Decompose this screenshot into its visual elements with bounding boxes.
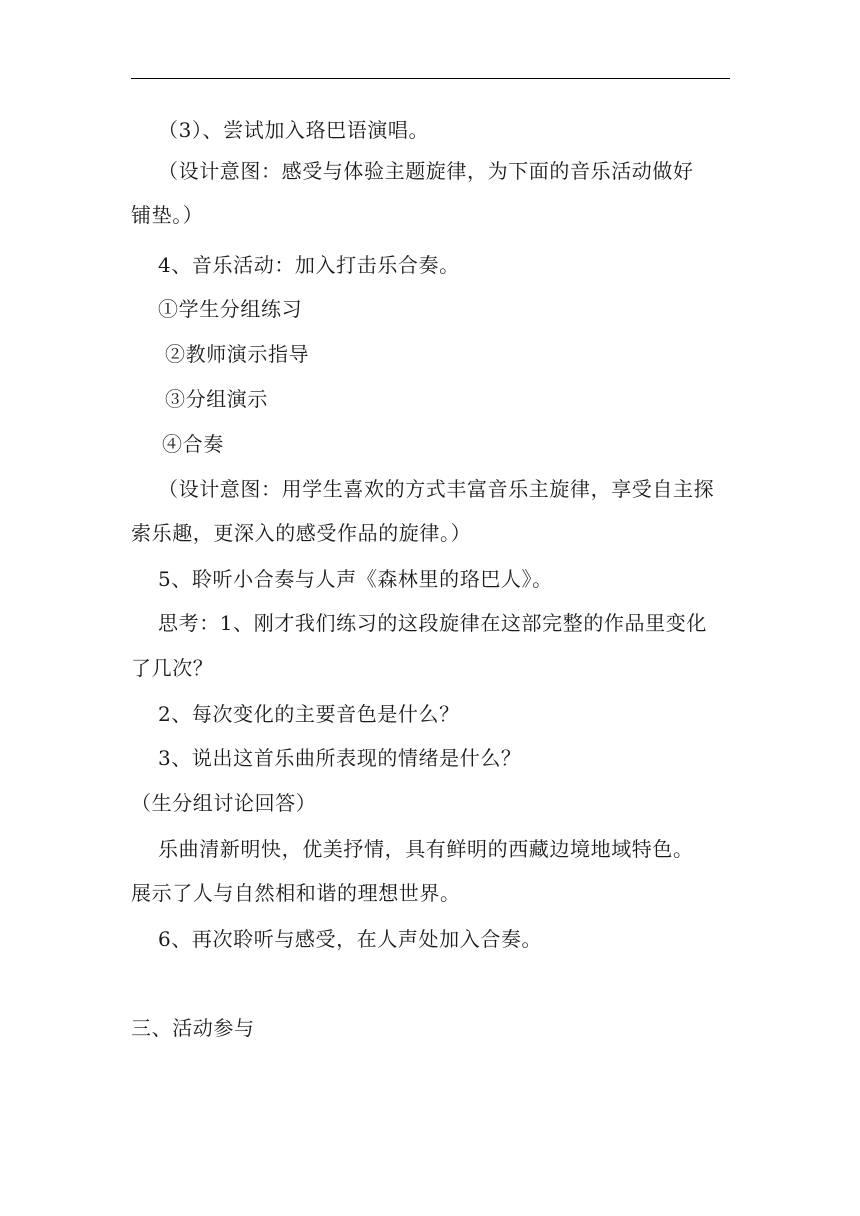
- text-line: 索乐趣，更深入的感受作品的旋律。）: [131, 521, 472, 545]
- text-line: ③分组演示: [165, 387, 268, 411]
- text-line: 6、再次聆听与感受，在人声处加入合奏。: [158, 927, 543, 951]
- text-line: 思考：1、刚才我们练习的这段旋律在这部完整的作品里变化: [158, 611, 707, 635]
- text-line: 5、聆听小合奏与人声《森林里的珞巴人》。: [158, 567, 553, 591]
- text-line: ②教师演示指导: [165, 342, 310, 366]
- text-line: 展示了人与自然相和谐的理想世界。: [131, 881, 461, 905]
- header-rule: [131, 78, 730, 79]
- text-line: 3、说出这首乐曲所表现的情绪是什么？: [158, 746, 522, 770]
- text-line: 4、音乐活动：加入打击乐合奏。: [158, 253, 460, 277]
- text-line: （生分组讨论回答）: [131, 791, 317, 815]
- section-heading: 三、活动参与: [131, 1016, 255, 1040]
- text-line: （设计意图：感受与体验主题旋律，为下面的音乐活动做好: [158, 159, 694, 183]
- text-line: ④合奏: [162, 432, 224, 456]
- text-line: 乐曲清新明快，优美抒情，具有鲜明的西藏边境地域特色。: [158, 837, 694, 861]
- text-line: 铺垫。）: [131, 203, 204, 227]
- text-line: （3）、尝试加入珞巴语演唱。: [158, 118, 430, 142]
- text-line: 了几次？: [131, 656, 214, 680]
- text-line: （设计意图：用学生喜欢的方式丰富音乐主旋律，享受自主探: [158, 477, 715, 501]
- text-line: ①学生分组练习: [158, 297, 303, 321]
- text-line: 2、每次变化的主要音色是什么？: [158, 702, 460, 726]
